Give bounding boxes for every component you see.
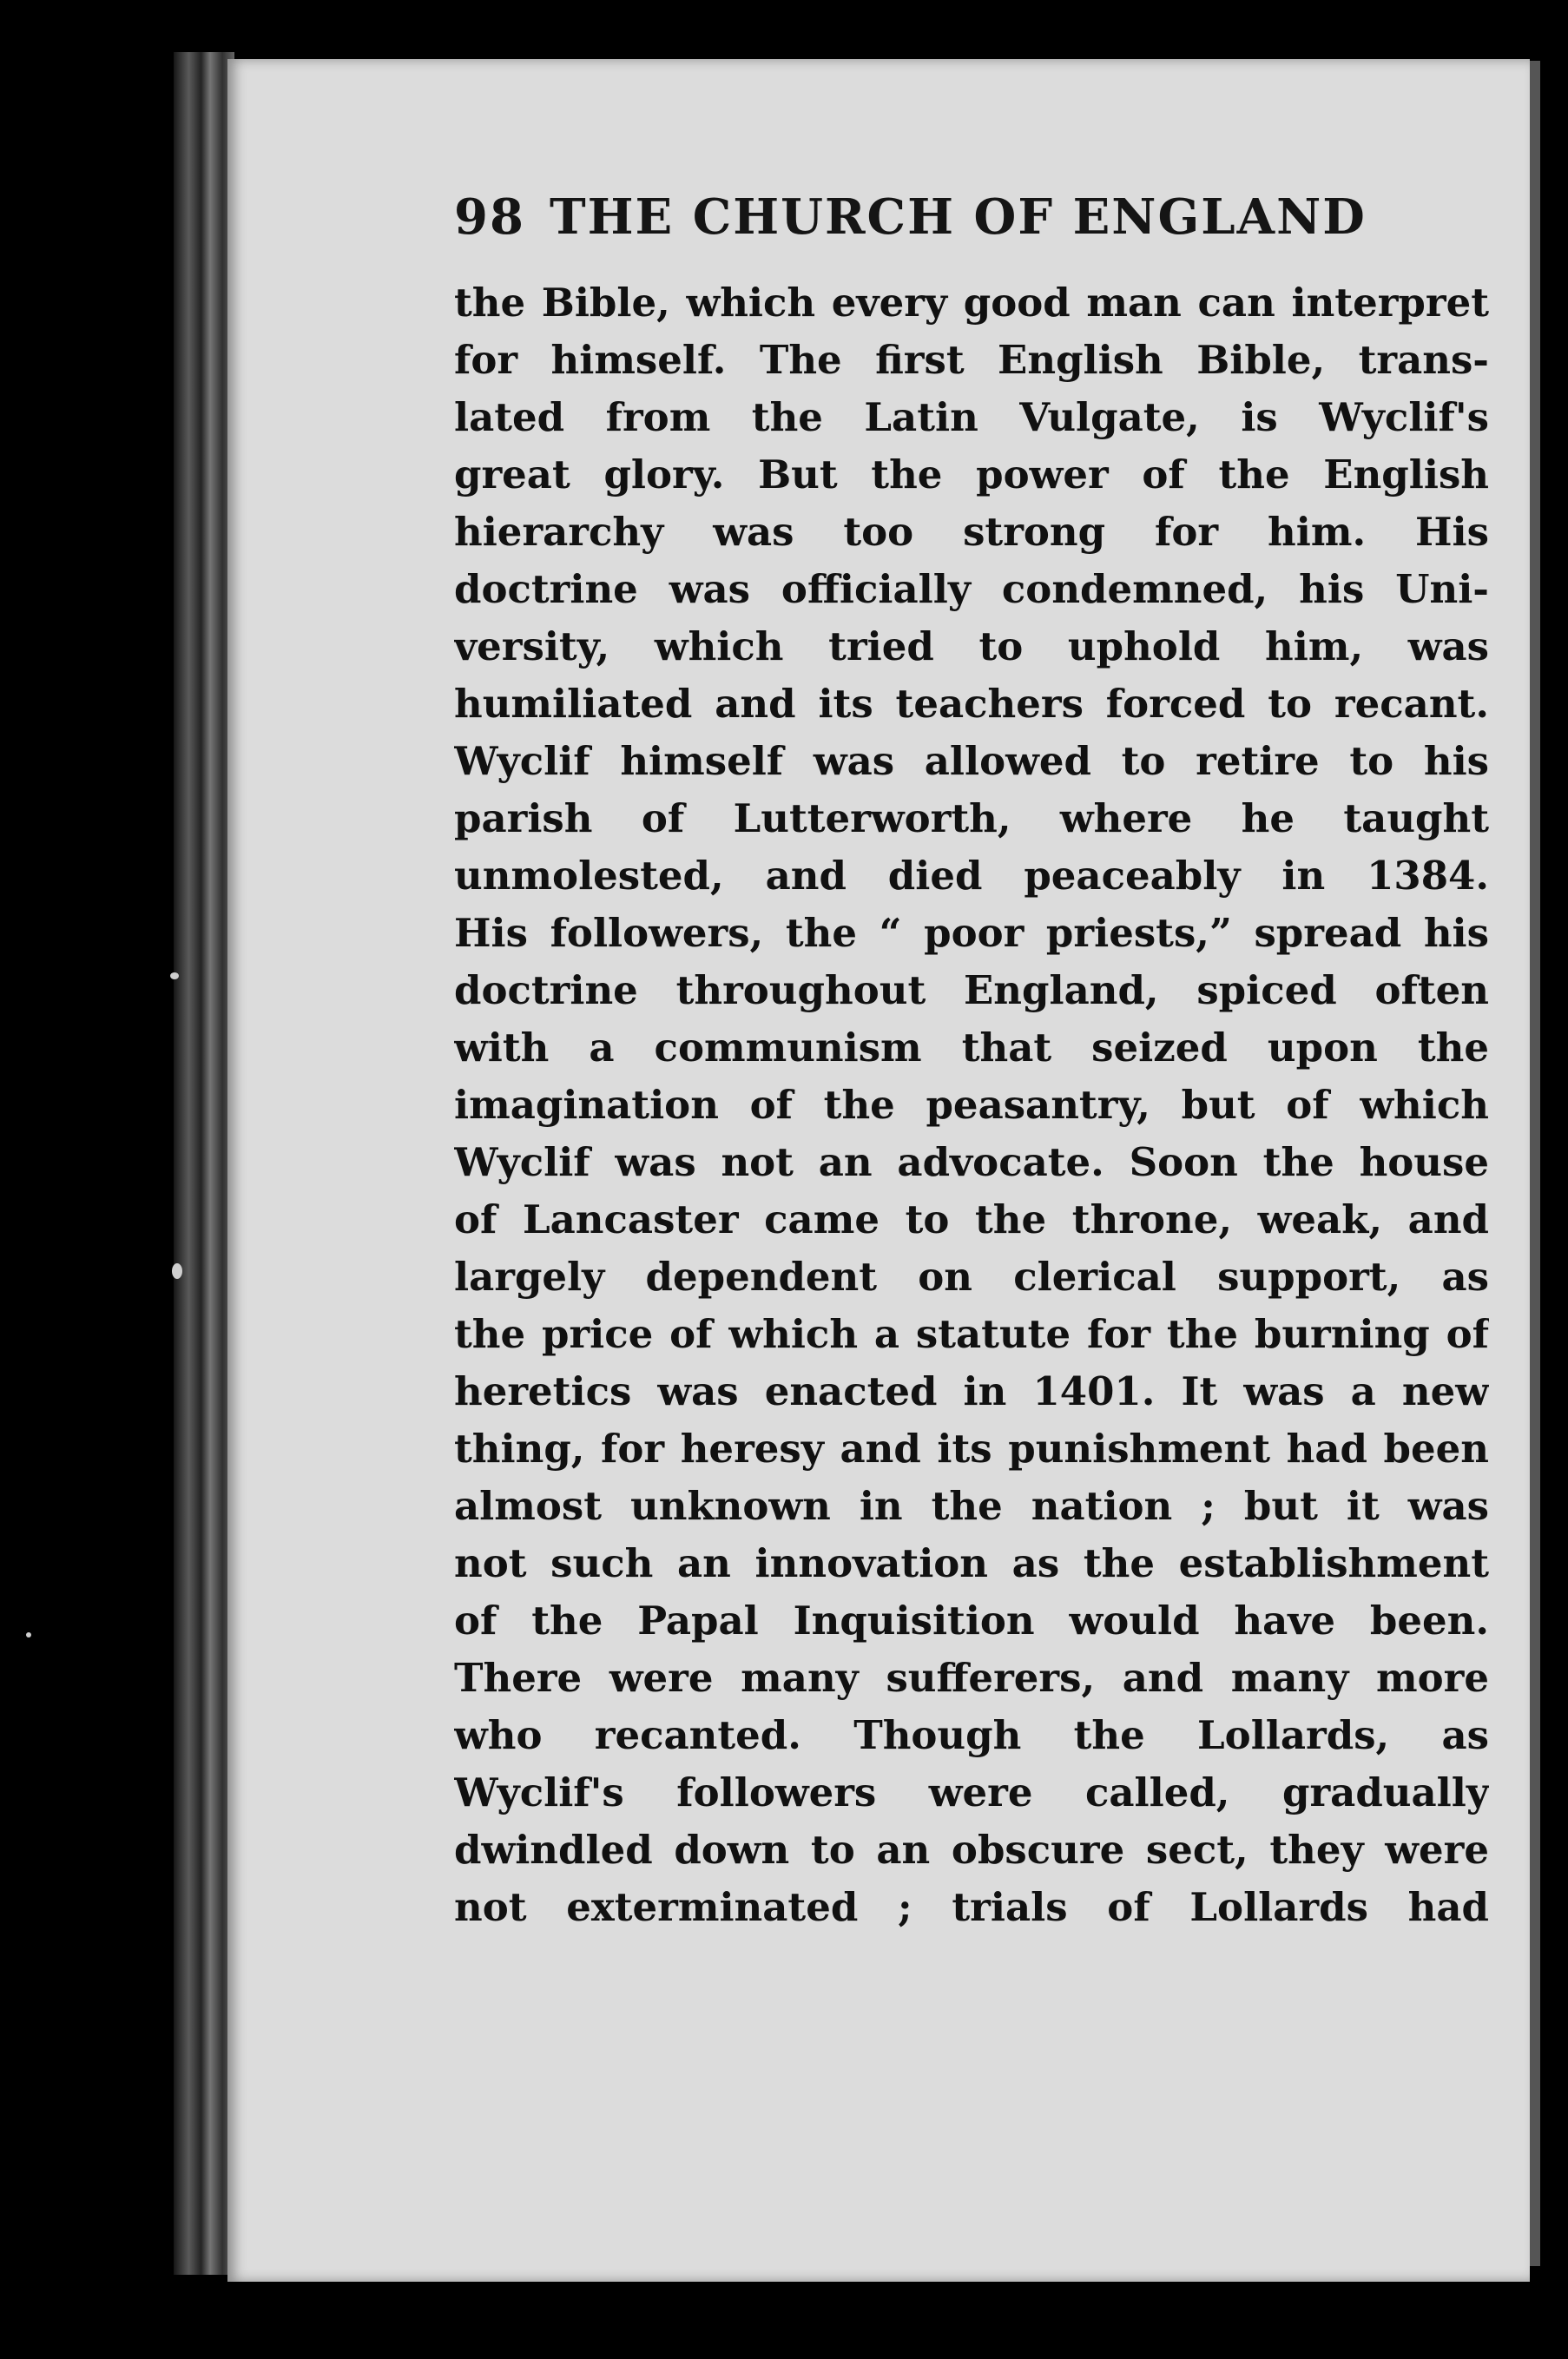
text-line: thing, for heresy and its punishment had been [454,1426,1489,1472]
text-line: Wyclif's followers were called, gradually [454,1769,1489,1815]
text-line: His followers, the “ poor priests,” spread his [454,910,1489,956]
text-line: largely dependent on clerical support, as [454,1254,1489,1300]
text-line: the Bible, which every good man can interpret [454,280,1489,326]
background-speck [172,1263,182,1279]
page-edge [1530,61,1540,2266]
text-line: of Lancaster came to the throne, weak, and [454,1196,1489,1242]
text-line: versity, which tried to uphold him, was [454,623,1489,669]
text-line: Wyclif himself was allowed to retire to his [454,738,1489,784]
book-spine-shadow [174,52,234,2275]
text-line: Wyclif was not an advocate. Soon the house [454,1139,1489,1185]
text-line: imagination of the peasantry, but of which [454,1082,1489,1128]
background-speck [170,972,179,979]
text-line: who recanted. Though the Lollards, as [454,1712,1489,1758]
text-line: parish of Lutterworth, where he taught [454,795,1489,841]
text-line: the price of which a statute for the burning of [454,1311,1489,1357]
page-number: 98 [454,188,525,246]
text-line: almost unknown in the nation ; but it was [454,1483,1489,1529]
body-text [454,274,1489,1936]
text-line: not exterminated ; trials of Lollards had [454,1884,1489,1930]
text-line: for himself. The first English Bible, trans- [454,337,1489,383]
text-line: hierarchy was too strong for him. His [454,509,1489,555]
text-line: heretics was enacted in 1401. It was a new [454,1368,1489,1414]
text-line: great glory. But the power of the English [454,451,1489,497]
text-line: doctrine was officially condemned, his Uni- [454,566,1489,612]
text-line: lated from the Latin Vulgate, is Wyclif's [454,394,1489,440]
text-line: with a communism that seized upon the [454,1025,1489,1071]
background-speck [26,1632,31,1637]
text-line: doctrine throughout England, spiced often [454,967,1489,1013]
text-line: There were many sufferers, and many more [454,1655,1489,1701]
text-line: unmolested, and died peaceably in 1384. [454,853,1489,899]
text-line: of the Papal Inquisition would have been. [454,1598,1489,1644]
text-line: dwindled down to an obscure sect, they were [454,1827,1489,1873]
running-head [454,182,1409,252]
text-line: not such an innovation as the establishment [454,1540,1489,1586]
running-head-title: THE CHURCH OF ENGLAND [549,188,1367,246]
text-line: humiliated and its teachers forced to recant. [454,681,1489,727]
